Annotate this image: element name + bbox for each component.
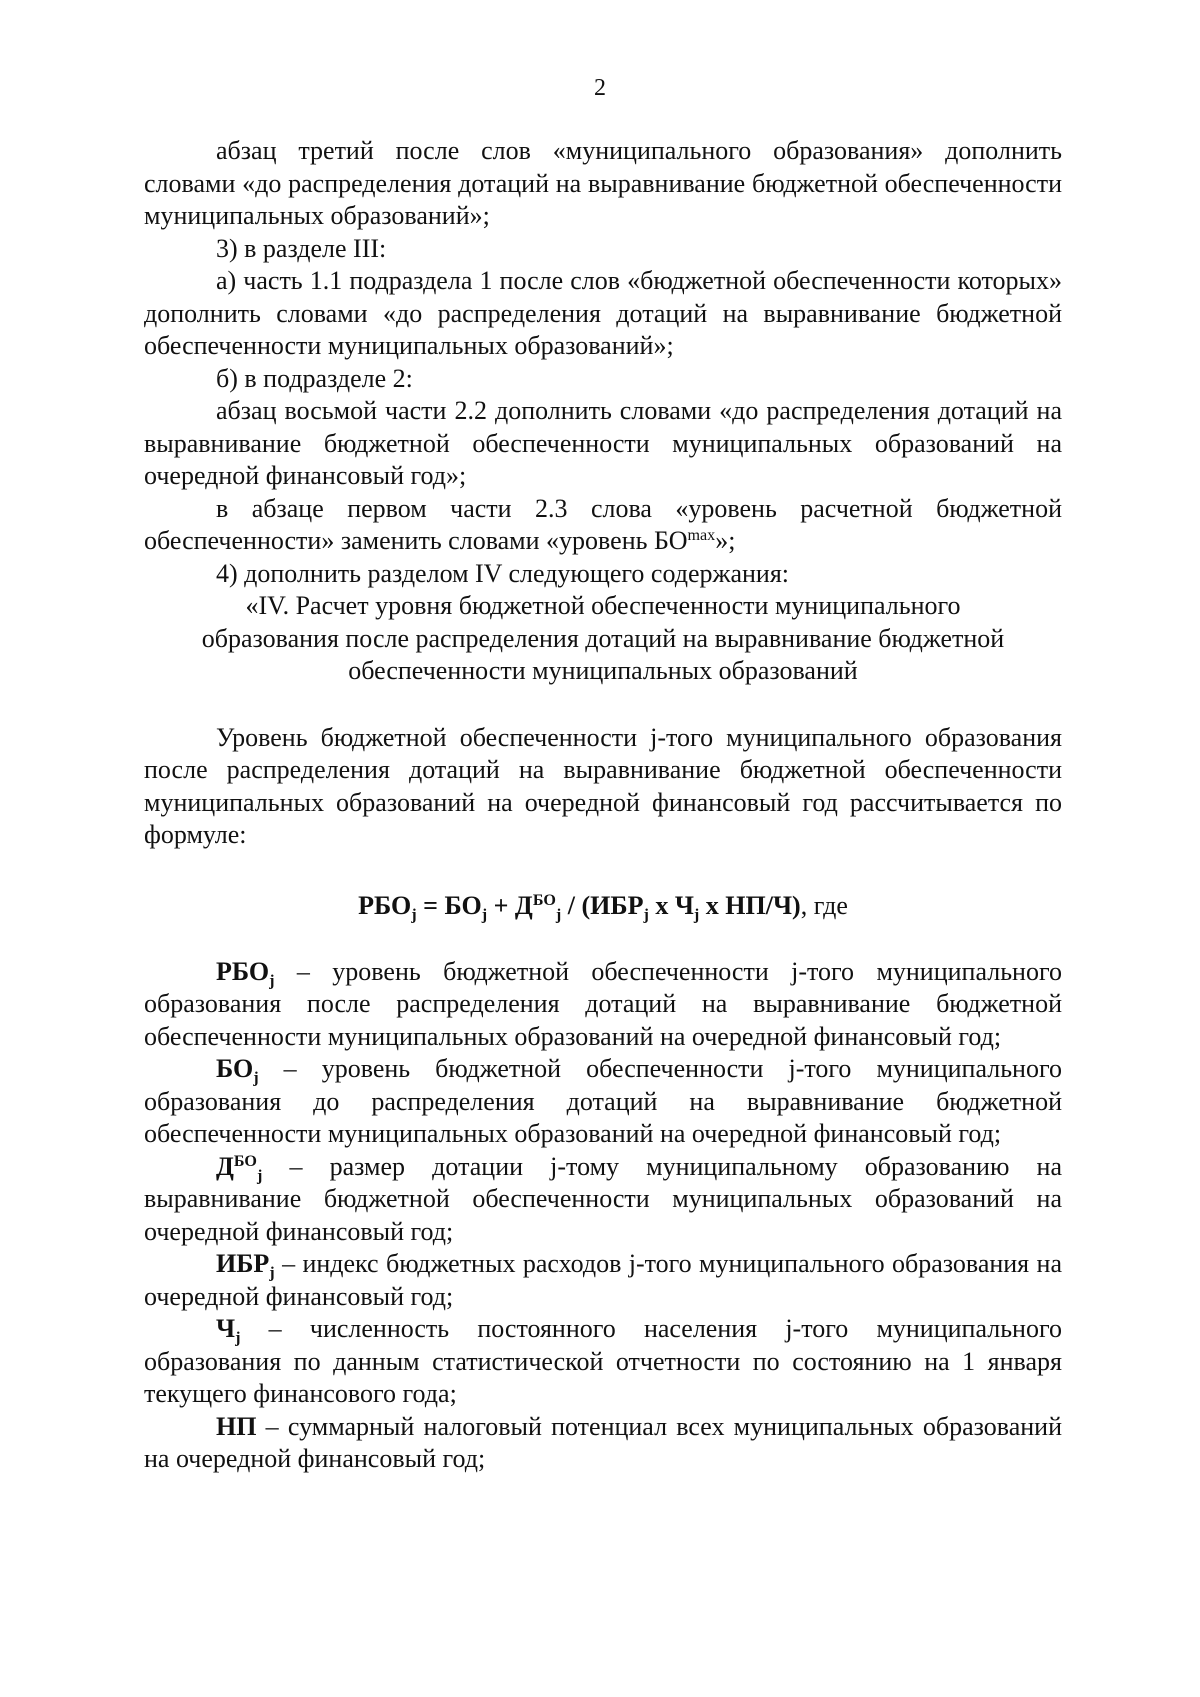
definition-term: $Ч_j$ [216, 1314, 241, 1347]
page-number: 2 [594, 75, 606, 101]
definition-term: $Д^{БО}_j$ [216, 1151, 263, 1185]
definition-text: – уровень бюджетной обеспеченности j-того муниципального образования до распределения дотаций на выравнивание бюджетной обеспеченности муниципальных образований на очередной финансовый год; [144, 1054, 1062, 1148]
definition-term: $РБО_j$ [216, 956, 275, 990]
definition-text: – индекс бюджетных расходов j-того муниципального образования на очередной финансовый год; [144, 1249, 1062, 1311]
document-body [144, 135, 1062, 1476]
definition-item [144, 1053, 1062, 1151]
section-heading-line-1: «IV. Расчет уровня бюджетной обеспеченности муниципального [245, 591, 961, 620]
section-heading-line-3: обеспеченности муниципальных образований [348, 656, 858, 685]
paragraph-3: а) часть 1.1 подраздела 1 после слов «бюджетной обеспеченности которых» дополнить словами «до распределения дотаций на выравнивание бюджетной обеспеченности муниципальных образований»; [144, 266, 1062, 360]
intro-paragraph: Уровень бюджетной обеспеченности j-того муниципального образования после распределения дотаций на выравнивание бюджетной обеспеченности муниципальных образований на очередной финансовый год рассчитывается по формуле: [144, 722, 1062, 849]
paragraph-5: абзац восьмой части 2.2 дополнить словами «до распределения дотаций на выравнивание бюджетной обеспеченности муниципальных образований на очередной финансовый год»; [144, 396, 1062, 490]
paragraph-6-text: в абзаце первом части 2.3 слова «уровень расчетной бюджетной обеспеченности» заменить словами «уровень БО [144, 493, 1062, 555]
section-heading-line-2: образования после распределения дотаций на выравнивание бюджетной [201, 623, 1005, 653]
definitions-list [144, 956, 1062, 1476]
definition-text: – уровень бюджетной обеспеченности j-того муниципального образования после распределения дотаций на выравнивание бюджетной обеспеченности муниципальных образований на очередной финансовый год; [144, 956, 1062, 1051]
paragraph-1: абзац третий после слов «муниципального образования» дополнить словами «до распределения дотаций на выравнивание бюджетной обеспеченности муниципальных образований»; [144, 136, 1062, 230]
paragraph-6 [144, 493, 1062, 558]
definition-text: – суммарный налоговый потенциал всех муниципальных образований на очередной финансовый год; [144, 1411, 1062, 1473]
definition-item [144, 1151, 1062, 1249]
paragraph-2: 3) в разделе III: [216, 233, 387, 263]
definition-term: $БО_j$ [216, 1054, 259, 1087]
definition-item [144, 1313, 1062, 1411]
definition-item [144, 1411, 1062, 1476]
definition-term: НП [216, 1411, 257, 1441]
formula: $РБО_j = БО_j + Д^{БО}_j / (ИБР_j$ х $Ч_j$ х НП/Ч), где [358, 890, 848, 924]
paragraph-7: 4) дополнить разделом IV следующего содержания: [216, 558, 790, 588]
definition-text: – численность постоянного населения j-того муниципального образования по данным статистической отчетности по состоянию на 1 января текущего финансового года; [144, 1314, 1062, 1408]
paragraph-4: б) в подразделе 2: [216, 363, 413, 393]
definition-item [144, 956, 1062, 1054]
paragraph-6-superscript: max [687, 527, 716, 545]
definition-text: – размер дотации j-тому муниципальному образованию на выравнивание бюджетной обеспеченности муниципальных образований на очередной финансовый год; [144, 1151, 1062, 1246]
paragraph-6-tail: »; [715, 526, 736, 555]
definition-item [144, 1248, 1062, 1313]
definition-term: $ИБР_j$ [216, 1249, 275, 1282]
section-heading [144, 590, 1062, 688]
